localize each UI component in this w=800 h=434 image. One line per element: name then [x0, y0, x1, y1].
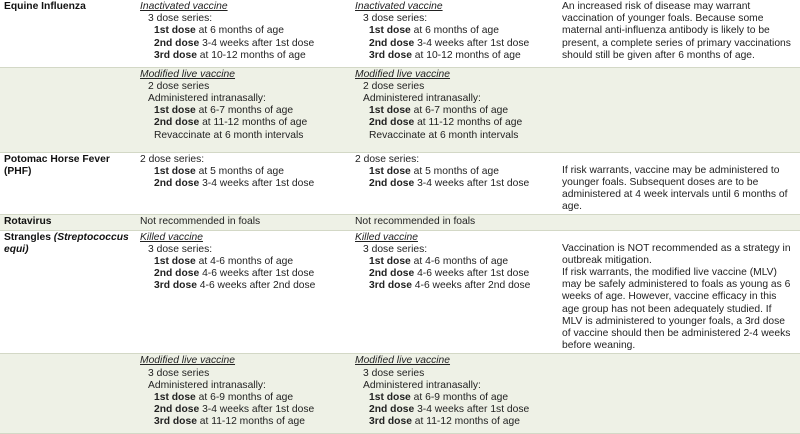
dose-line: 2nd dose 3-4 weeks after 1st dose	[369, 37, 530, 49]
disease-name: Rotavirus	[4, 216, 52, 228]
dose-series: 3 dose series	[363, 367, 425, 379]
revaccination-line: Revaccinate at 6 month intervals	[154, 129, 304, 141]
comment-text: If risk warrants, the modified live vaccine (MLV) may be safely administered to foals as young as 6 weeks of age. However, vaccine efficacy in this age group has not been adequately studied. If MLV is administered to younger foals, a 3rd dose of vaccine should then be administered 2-4 weeks before weaning.	[562, 266, 791, 352]
disease-latin-name: (Streptococcus equi)	[4, 231, 129, 255]
dose-line: 3rd dose 4-6 weeks after 2nd dose	[369, 280, 531, 292]
comment-cell	[552, 230, 800, 354]
disease-name: Potomac Horse Fever (PHF)	[4, 153, 110, 177]
table-row	[0, 0, 800, 67]
dose-series: 3 dose series:	[363, 13, 428, 25]
schedule-cell	[137, 354, 352, 434]
dose-series: 2 dose series	[148, 80, 210, 92]
dose-series: 2 dose series:	[140, 153, 205, 165]
dose-line: 2nd dose 3-4 weeks after 1st dose	[154, 37, 315, 49]
dose-line: 3rd dose at 10-12 months of age	[369, 49, 521, 61]
comment-cell	[552, 215, 800, 230]
vaccine-type: Inactivated vaccine	[355, 1, 443, 12]
schedule-cell	[137, 152, 352, 215]
admin-route: Administered intranasally:	[363, 92, 481, 104]
vaccine-type: Modified live vaccine	[140, 68, 236, 80]
dose-series: 3 dose series:	[148, 13, 213, 25]
dose-line: 1st dose at 6-9 months of age	[369, 391, 509, 403]
dose-series: 3 dose series:	[148, 243, 213, 255]
dose-line: 1st dose at 6-7 months of age	[154, 105, 294, 117]
dose-line: 3rd dose 4-6 weeks after 2nd dose	[154, 280, 316, 292]
dose-line: 1st dose at 6-7 months of age	[369, 105, 509, 117]
dose-line: 2nd dose 4-6 weeks after 1st dose	[154, 268, 315, 280]
vaccine-type: Killed vaccine	[140, 231, 203, 243]
schedule-cell	[352, 215, 552, 230]
dose-line: 1st dose at 5 months of age	[369, 165, 499, 177]
disease-cell	[0, 230, 137, 354]
dose-line: 3rd dose at 11-12 months of age	[154, 416, 305, 428]
disease-cell	[0, 0, 137, 67]
admin-route: Administered intranasally:	[148, 379, 266, 391]
comment-text: An increased risk of disease may warrant vaccination of younger foals. Because some maternal anti-influenza antibody is likely to be present, a complete series of primary vaccinations should still be given after 6 months of age.	[562, 1, 791, 61]
vaccine-type: Modified live vaccine	[140, 355, 236, 367]
vaccine-type: Modified live vaccine	[355, 355, 451, 367]
vaccine-type: Killed vaccine	[355, 231, 418, 243]
dose-line: 3rd dose at 11-12 months of age	[369, 416, 520, 428]
dose-line: 2nd dose 3-4 weeks after 1st dose	[369, 177, 530, 189]
comment-cell	[552, 67, 800, 152]
table-row	[0, 215, 800, 230]
schedule-cell	[137, 0, 352, 67]
comment-cell	[552, 354, 800, 434]
revaccination-line: Revaccinate at 6 month intervals	[369, 129, 519, 141]
dose-line: 3rd dose at 10-12 months of age	[154, 49, 306, 61]
dose-series: 3 dose series	[148, 367, 210, 379]
admin-route: Administered intranasally:	[363, 379, 481, 391]
disease-cell	[0, 152, 137, 215]
table-row	[0, 354, 800, 434]
dose-line: 1st dose at 6 months of age	[154, 25, 284, 37]
dose-line: 1st dose at 4-6 months of age	[154, 255, 294, 267]
schedule-cell	[137, 67, 352, 152]
dose-line: 2nd dose 3-4 weeks after 1st dose	[154, 404, 315, 416]
dose-line: 2nd dose 3-4 weeks after 1st dose	[369, 404, 530, 416]
dose-line: 1st dose at 5 months of age	[154, 165, 284, 177]
comment-cell	[552, 0, 800, 67]
disease-cell	[0, 67, 137, 152]
schedule-cell	[352, 354, 552, 434]
dose-series: 2 dose series:	[355, 153, 420, 165]
dose-line: 2nd dose at 11-12 months of age	[369, 117, 523, 129]
vaccine-type: Inactivated vaccine	[140, 1, 228, 12]
comment-text: Vaccination is NOT recommended as a strategy in outbreak mitigation.	[562, 242, 791, 266]
schedule-cell	[352, 230, 552, 354]
comment-cell	[552, 152, 800, 215]
schedule-cell	[352, 152, 552, 215]
table-row	[0, 152, 800, 215]
dose-line: 1st dose at 6 months of age	[369, 25, 499, 37]
recommendation-text: Not recommended in foals	[140, 216, 261, 228]
schedule-cell	[137, 230, 352, 354]
dose-line: 2nd dose 4-6 weeks after 1st dose	[369, 268, 530, 280]
schedule-cell	[352, 0, 552, 67]
table-row	[0, 230, 800, 354]
vaccine-type: Modified live vaccine	[355, 68, 451, 80]
disease-cell	[0, 215, 137, 230]
disease-name: Strangles	[4, 231, 54, 243]
comment-text: If risk warrants, vaccine may be administered to younger foals. Subsequent doses are to be administered at 4 week intervals until 6 months of age.	[562, 164, 788, 213]
dose-line: 2nd dose 3-4 weeks after 1st dose	[154, 177, 315, 189]
disease-cell	[0, 354, 137, 434]
dose-line: 1st dose at 6-9 months of age	[154, 391, 294, 403]
schedule-cell	[137, 215, 352, 230]
dose-line: 2nd dose at 11-12 months of age	[154, 117, 308, 129]
table-row	[0, 67, 800, 152]
dose-series: 2 dose series	[363, 80, 425, 92]
admin-route: Administered intranasally:	[148, 92, 266, 104]
schedule-cell	[352, 67, 552, 152]
dose-series: 3 dose series:	[363, 243, 428, 255]
recommendation-text: Not recommended in foals	[355, 216, 476, 228]
dose-line: 1st dose at 4-6 months of age	[369, 255, 509, 267]
disease-name: Equine Influenza	[4, 1, 86, 12]
